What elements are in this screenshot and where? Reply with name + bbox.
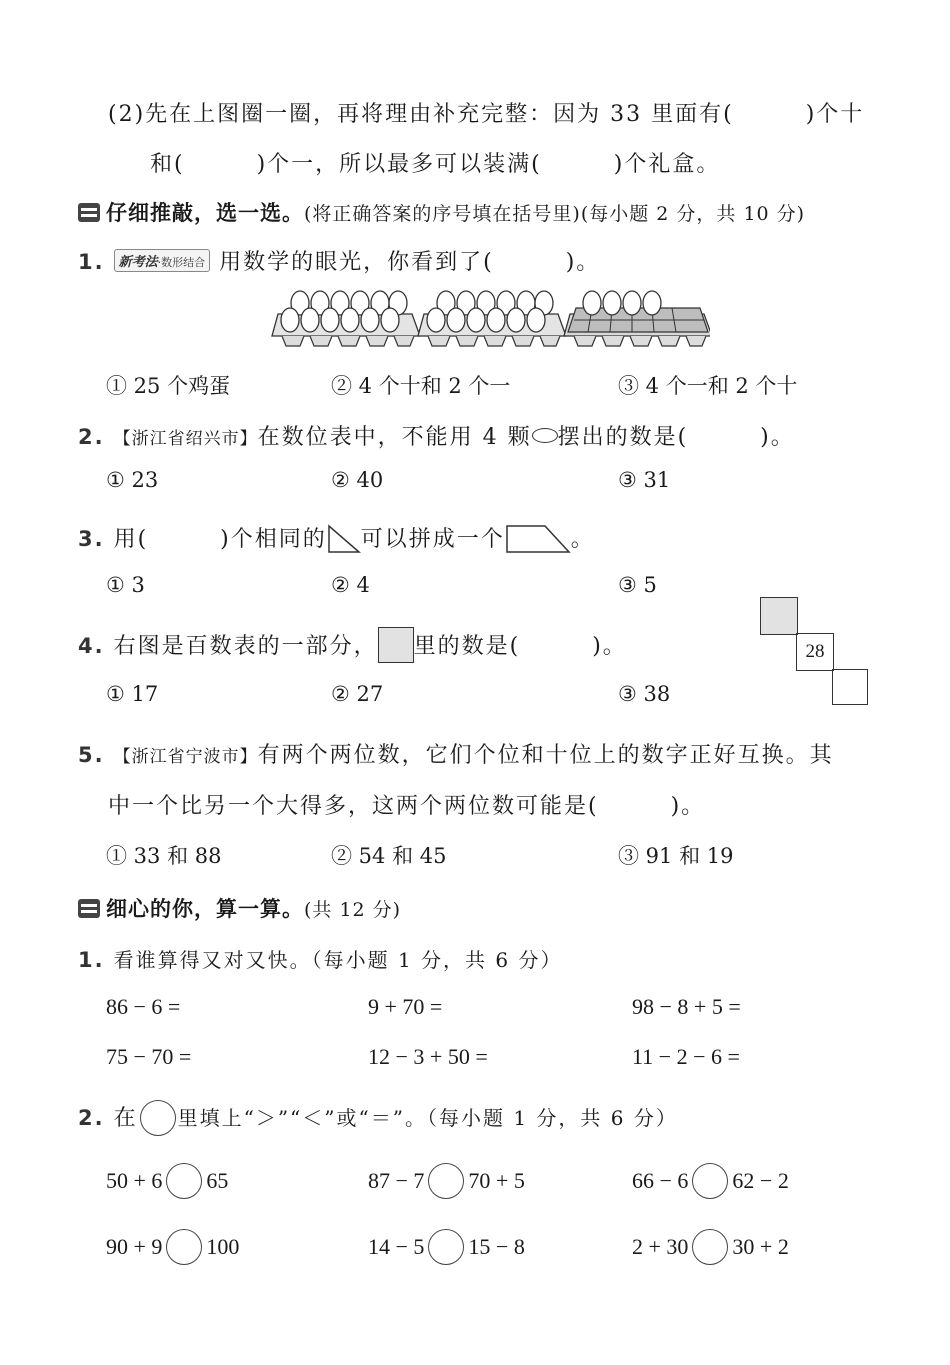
compare-circle[interactable] bbox=[692, 1163, 728, 1199]
egg-tray-partial bbox=[564, 291, 710, 346]
answer-circle-icon bbox=[140, 1100, 176, 1136]
calc-expr[interactable]: 9 + 70 = bbox=[368, 994, 443, 1019]
question-text-b: 里的数是( )。 bbox=[413, 634, 627, 659]
calc-expr[interactable]: 75 − 70 = bbox=[106, 1044, 192, 1069]
question-3 bbox=[78, 522, 595, 554]
q4-option-3[interactable]: ③ 38 bbox=[618, 682, 671, 706]
calc-expr[interactable]: 86 − 6 = bbox=[106, 994, 181, 1019]
compare-item bbox=[632, 1229, 789, 1265]
question-number: 2. bbox=[78, 1106, 105, 1130]
question-number: 2. bbox=[78, 425, 105, 449]
section-heading-choose bbox=[78, 197, 805, 227]
compare-item bbox=[368, 1163, 525, 1199]
question-source: 【浙江省绍兴市】 bbox=[113, 429, 258, 449]
compare-left: 14 − 5 bbox=[368, 1234, 425, 1259]
question-number: 5. bbox=[78, 743, 105, 767]
question-text-a: 用( )个相同的 bbox=[113, 527, 327, 552]
question-number: 1. bbox=[78, 948, 105, 972]
compare-left: 2 + 30 bbox=[632, 1234, 689, 1259]
hundred-chart-unknown-cell bbox=[760, 597, 798, 635]
hundred-chart-blank-cell bbox=[832, 669, 868, 705]
question-text: 看谁算得又对又快。（每小题 1 分，共 6 分） bbox=[113, 948, 563, 972]
compare-left: 50 + 6 bbox=[106, 1168, 163, 1193]
bead-icon bbox=[532, 428, 558, 443]
compare-left: 90 + 9 bbox=[106, 1234, 163, 1259]
compare-right: 30 + 2 bbox=[732, 1234, 789, 1259]
compare-item bbox=[106, 1229, 239, 1265]
question-text-a: 在数位表中，不能用 4 颗 bbox=[257, 425, 532, 450]
q4-option-2[interactable]: ② 27 bbox=[331, 682, 384, 706]
q1-option-1[interactable]: ① 25 个鸡蛋 bbox=[106, 374, 231, 398]
q5-option-1[interactable]: ① 33 和 88 bbox=[106, 844, 222, 868]
egg-trays-illustration bbox=[270, 288, 710, 350]
compare-item bbox=[368, 1229, 525, 1265]
egg-tray-full bbox=[272, 291, 420, 346]
question-text-b: 可以拼成一个 bbox=[360, 527, 505, 552]
triangle-shape-icon bbox=[327, 524, 361, 554]
section-heading-calculate bbox=[78, 893, 401, 923]
compare-right: 62 − 2 bbox=[732, 1168, 789, 1193]
q5-option-3[interactable]: ③ 91 和 19 bbox=[618, 844, 734, 868]
q1-option-2[interactable]: ② 4 个十和 2 个一 bbox=[331, 374, 511, 398]
question-text: 用数学的眼光，你看到了( )。 bbox=[219, 250, 601, 275]
compare-right: 15 − 8 bbox=[468, 1234, 525, 1259]
section-icon bbox=[78, 899, 100, 918]
question-text: 有两个两位数，它们个位和十位上的数字正好互换。其 bbox=[257, 743, 834, 768]
q2-option-2[interactable]: ② 40 bbox=[331, 468, 384, 492]
q3-option-1[interactable]: ① 3 bbox=[106, 573, 145, 597]
section-icon bbox=[78, 203, 100, 222]
q3-option-3[interactable]: ③ 5 bbox=[618, 573, 657, 597]
section-title: 细心的你，算一算。 bbox=[106, 897, 304, 921]
q5-option-2[interactable]: ② 54 和 45 bbox=[331, 844, 447, 868]
section-title: 仔细推敲，选一选。 bbox=[106, 201, 304, 225]
gray-square-icon bbox=[378, 627, 414, 663]
question-text-a: 在 bbox=[113, 1106, 138, 1131]
calc-question-2 bbox=[78, 1100, 678, 1136]
section-note: (共 12 分) bbox=[304, 899, 402, 921]
q1-option-3[interactable]: ③ 4 个一和 2 个十 bbox=[618, 374, 798, 398]
tag-rest: ·数形结合 bbox=[157, 256, 206, 269]
compare-right: 65 bbox=[206, 1168, 229, 1193]
compare-item bbox=[632, 1163, 789, 1199]
section-note: (将正确答案的序号填在括号里)(每小题 2 分，共 10 分) bbox=[304, 203, 806, 225]
question-4 bbox=[78, 627, 627, 663]
question-number: 1. bbox=[78, 250, 105, 274]
q4-option-1[interactable]: ① 17 bbox=[106, 682, 159, 706]
calc-expr[interactable]: 12 − 3 + 50 = bbox=[368, 1044, 488, 1069]
q3-option-2[interactable]: ② 4 bbox=[331, 573, 370, 597]
compare-circle[interactable] bbox=[166, 1163, 202, 1199]
q2-option-3[interactable]: ③ 31 bbox=[618, 468, 671, 492]
compare-circle[interactable] bbox=[428, 1229, 464, 1265]
hundred-chart-cell-28: 28 bbox=[796, 633, 834, 671]
question-text-c: 。 bbox=[570, 527, 595, 552]
calc-expr[interactable]: 98 − 8 + 5 = bbox=[632, 994, 741, 1019]
question-number: 4. bbox=[78, 634, 105, 658]
compare-right: 70 + 5 bbox=[468, 1168, 525, 1193]
question-5-line-1 bbox=[78, 738, 834, 769]
top-line-1: (2)先在上图圈一圈，再将理由补充完整：因为 33 里面有( )个十 bbox=[108, 102, 865, 127]
q2-option-1[interactable]: ① 23 bbox=[106, 468, 159, 492]
tag-bold: 新考法 bbox=[118, 255, 158, 270]
question-text-a: 右图是百数表的一部分， bbox=[113, 634, 378, 659]
question-text-b: 摆出的数是( )。 bbox=[557, 425, 795, 450]
compare-circle[interactable] bbox=[428, 1163, 464, 1199]
calc-question-1 bbox=[78, 944, 562, 973]
question-number: 3. bbox=[78, 527, 105, 551]
trapezoid-shape-icon bbox=[505, 524, 571, 554]
top-line-2: 和( )个一，所以最多可以装满( )个礼盒。 bbox=[150, 152, 721, 177]
compare-left: 66 − 6 bbox=[632, 1168, 689, 1193]
question-1 bbox=[78, 245, 600, 276]
question-text-b: 里填上“＞”“＜”或“＝”。（每小题 1 分，共 6 分） bbox=[177, 1106, 678, 1130]
compare-circle[interactable] bbox=[692, 1229, 728, 1265]
new-method-tag bbox=[114, 249, 211, 272]
question-source: 【浙江省宁波市】 bbox=[113, 747, 258, 767]
calc-expr[interactable]: 11 − 2 − 6 = bbox=[632, 1044, 740, 1069]
compare-right: 100 bbox=[206, 1234, 240, 1259]
question-5-line-2: 中一个比另一个大得多，这两个两位数可能是( )。 bbox=[108, 794, 706, 819]
compare-left: 87 − 7 bbox=[368, 1168, 425, 1193]
question-2 bbox=[78, 420, 795, 451]
egg-tray-full-2 bbox=[418, 291, 566, 346]
compare-circle[interactable] bbox=[166, 1229, 202, 1265]
compare-item bbox=[106, 1163, 228, 1199]
